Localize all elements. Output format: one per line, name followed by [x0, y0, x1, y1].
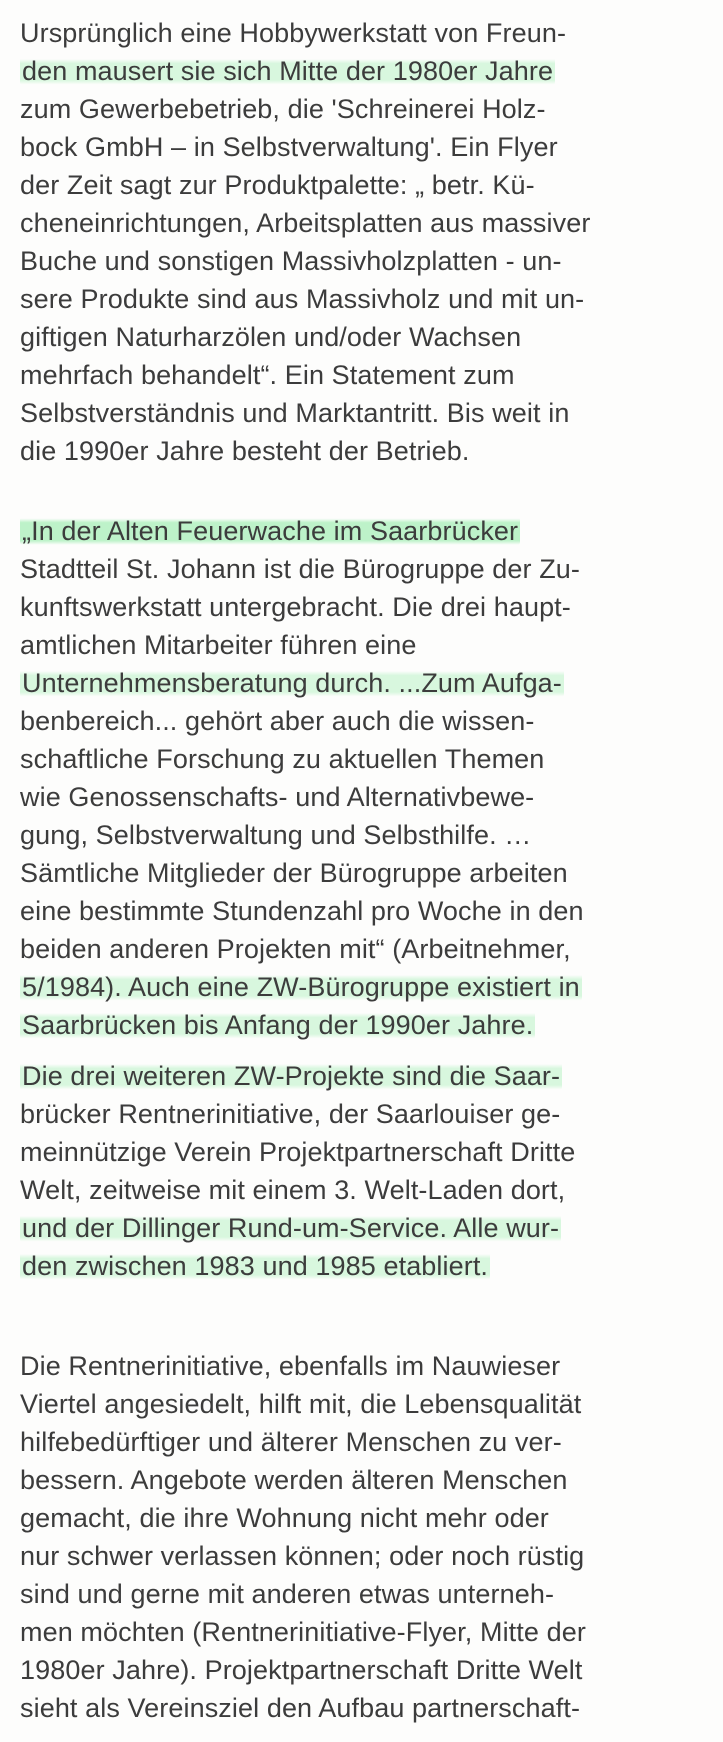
- text-line: kunftswerkstatt untergebracht. Die drei haupt-: [20, 592, 571, 622]
- text-line: [20, 1209, 710, 1247]
- text-line-highlight: Die drei weiteren ZW-Projekte sind die Saar-: [22, 1061, 561, 1091]
- text-line: nur schwer verlassen können; oder noch rüstig: [20, 1541, 585, 1571]
- text-line: meinnützige Verein Projektpartnerschaft Dritte: [20, 1137, 576, 1167]
- text-line: Selbstverständnis und Marktantritt. Bis weit in: [20, 398, 570, 428]
- text-line: [20, 1006, 710, 1044]
- text-line-highlight: Saarbrücken bis Anfang der 1990er Jahre.: [22, 1010, 534, 1040]
- text-line: giftigen Naturharzölen und/oder Wachsen: [20, 322, 522, 352]
- text-line: benbereich... gehört aber auch die wissen-: [20, 706, 535, 736]
- text-line: bessern. Angebote werden älteren Menschen: [20, 1465, 568, 1495]
- text-line: mehrfach behandelt“. Ein Statement zum: [20, 360, 515, 390]
- text-line-highlight: und der Dillinger Rund-um-Service. Alle wur-: [22, 1213, 560, 1243]
- text-line: hilfebedürftiger und älterer Menschen zu ver-: [20, 1427, 562, 1457]
- text-line-highlight: „In der Alten Feuerwache im Saarbrücker: [22, 516, 519, 546]
- text-line-highlight: 5/1984). Auch eine ZW-Bürogruppe existiert in: [22, 972, 580, 1002]
- text-line: [20, 52, 710, 90]
- text-line: eine bestimmte Stundenzahl pro Woche in den: [20, 896, 584, 926]
- paragraph-zw-projekte: [20, 1057, 710, 1285]
- text-line: [20, 664, 710, 702]
- text-line: sind und gerne mit anderen etwas unterneh-: [20, 1579, 555, 1609]
- text-line-highlight: den mausert sie sich Mitte der 1980er Jahre: [22, 56, 554, 86]
- text-line: [20, 512, 710, 550]
- text-line: schaftliche Forschung zu aktuellen Themen: [20, 744, 545, 774]
- paragraph-rentnerinitiative: [20, 1347, 710, 1727]
- text-line: [20, 1247, 710, 1285]
- text-line: Welt, zeitweise mit einem 3. Welt-Laden dort,: [20, 1175, 566, 1205]
- paragraph-schreinerei: [20, 14, 710, 470]
- text-line: brücker Rentnerinitiative, der Saarlouiser ge-: [20, 1099, 561, 1129]
- text-line: gung, Selbstverwaltung und Selbsthilfe. …: [20, 820, 532, 850]
- text-line: cheneinrichtungen, Arbeitsplatten aus massiver: [20, 208, 591, 238]
- paragraph-buerogruppe: [20, 512, 710, 1044]
- text-line: [20, 1057, 710, 1095]
- text-line: Sämtliche Mitglieder der Bürogruppe arbeiten: [20, 858, 568, 888]
- text-line-highlight: den zwischen 1983 und 1985 etabliert.: [22, 1251, 489, 1281]
- text-line: Die Rentnerinitiative, ebenfalls im Nauwieser: [20, 1351, 561, 1381]
- text-line: wie Genossenschafts- und Alternativbewe-: [20, 782, 535, 812]
- text-line: bock GmbH – in Selbstverwaltung'. Ein Flyer: [20, 132, 558, 162]
- text-line: der Zeit sagt zur Produktpalette: „ betr. Kü-: [20, 170, 535, 200]
- text-line: sere Produkte sind aus Massivholz und mit un-: [20, 284, 585, 314]
- text-line: zum Gewerbebetrieb, die 'Schreinerei Holz-: [20, 94, 546, 124]
- text-line: Buche und sonstigen Massivholzplatten - un-: [20, 246, 562, 276]
- text-line: Viertel angesiedelt, hilft mit, die Lebensqualität: [20, 1389, 582, 1419]
- text-line: Ursprünglich eine Hobbywerkstatt von Freun-: [20, 18, 567, 48]
- text-line: die 1990er Jahre besteht der Betrieb.: [20, 436, 470, 466]
- text-line: Stadtteil St. Johann ist die Bürogruppe der Zu-: [20, 554, 581, 584]
- text-line: [20, 968, 710, 1006]
- text-line: amtlichen Mitarbeiter führen eine: [20, 630, 417, 660]
- text-line: sieht als Vereinsziel den Aufbau partnerschaft-: [20, 1693, 581, 1723]
- text-line: beiden anderen Projekten mit“ (Arbeitnehmer,: [20, 934, 571, 964]
- text-line: 1980er Jahre). Projektpartnerschaft Dritte Welt: [20, 1655, 583, 1685]
- text-line: gemacht, die ihre Wohnung nicht mehr oder: [20, 1503, 549, 1533]
- text-line-highlight: Unternehmensberatung durch. ...Zum Aufga-: [22, 668, 562, 698]
- text-line: men möchten (Rentnerinitiative-Flyer, Mitte der: [20, 1617, 586, 1647]
